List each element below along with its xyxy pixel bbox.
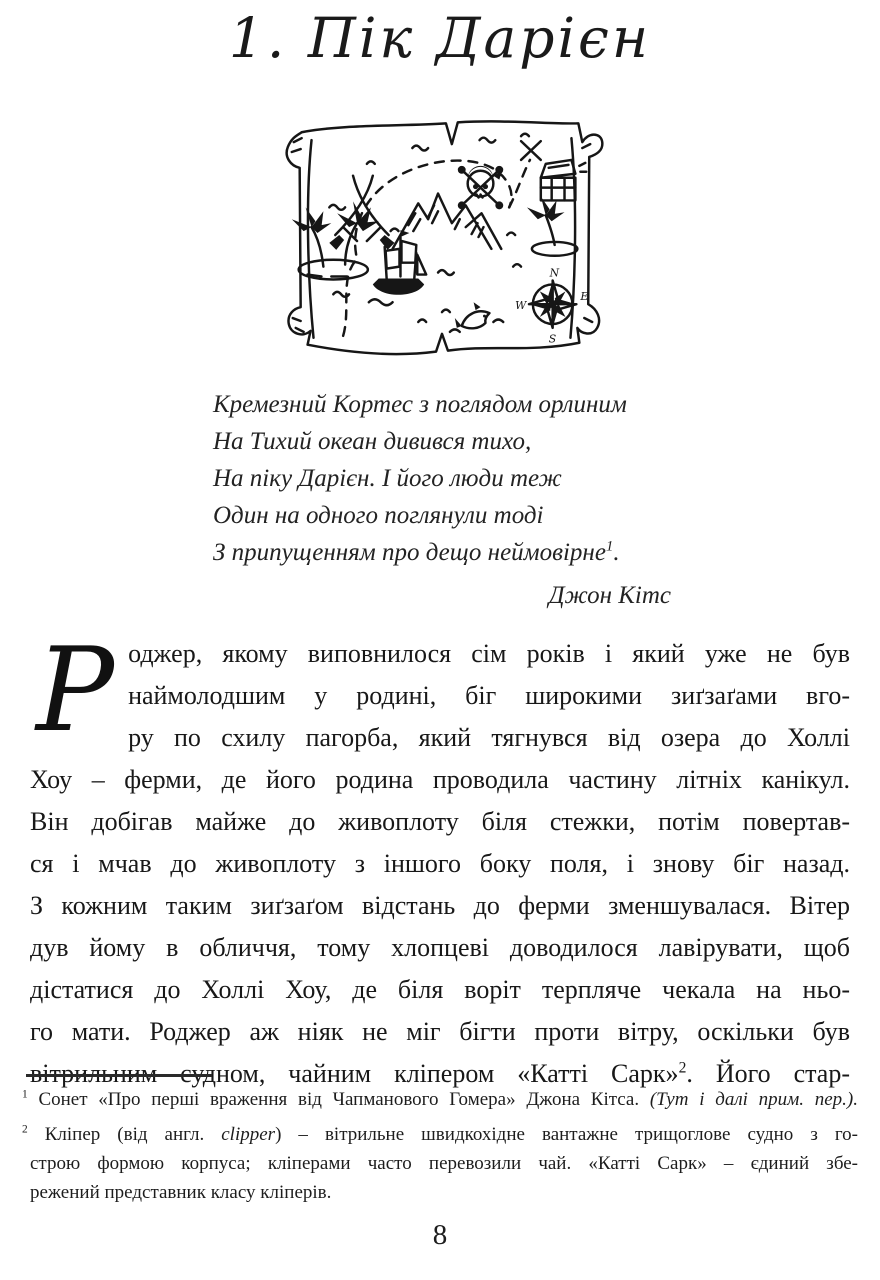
- text-line: ся і мчав до живоплоту з іншого боку поля, і знову біг назад.: [30, 849, 850, 878]
- text-line: наймолодшим у родині, біг широкими зиґзаґами вго-: [128, 681, 850, 710]
- chapter-title: 1. Пік Дарієн: [228, 6, 652, 70]
- text-line: оджер, якому виповнилося сім років і який уже не був: [128, 639, 850, 668]
- dolphin-icon: [450, 302, 503, 332]
- text-line: дув йому в обличчя, тому хлопцеві доводилося лавірувати, щоб: [30, 933, 850, 962]
- footnote-2: [22, 1120, 858, 1207]
- text-line: вітрильним судном, чайним кліпером «Катті Сарк»$^2$. Його стар-: [30, 1059, 850, 1088]
- text-line: На піку Дарієн. І його люди теж: [213, 465, 562, 492]
- drop-cap: Р: [36, 623, 115, 758]
- text-line: Один на одного поглянули тоді: [213, 502, 544, 529]
- text-line: З кожним таким зиґзаґом відстань до ферми зменшувалася. Вітер: [30, 891, 850, 920]
- compass-w-label: W: [515, 299, 527, 313]
- text-line: Хоу – ферми, де його родина проводила частину літніх канікул.: [30, 765, 850, 794]
- footnotes-section: [22, 1074, 858, 1213]
- treasure-map-figure: [0, 108, 880, 366]
- compass-s-label: S: [548, 332, 557, 346]
- text-line: ру по схилу пагорба, який тягнувся від озера до Холлі: [128, 723, 850, 752]
- compass-n-label: N: [549, 266, 560, 280]
- text-line: $^1$ Сонет «Про перші враження від Чапманового Гомера» Джона Кітса. (Тут і далі прим. пер.).: [22, 1088, 858, 1110]
- x-mark-icon: [521, 141, 541, 160]
- mountains-icon: [393, 194, 502, 249]
- text-line: го мати. Роджер аж ніяк не міг бігти проти вітру, оскільки був: [30, 1017, 850, 1046]
- text-line: З припущенням про дещо неймовірне$^1$.: [213, 538, 620, 566]
- footnote-1: [22, 1085, 858, 1114]
- treasure-map-illustration: [272, 108, 608, 366]
- text-line: дістатися до Холлі Хоу, де біля воріт терпляче чекала на ньо-: [30, 975, 850, 1004]
- wave-marks: [329, 134, 529, 322]
- dashed-route: [509, 160, 530, 207]
- footnote-separator: [26, 1074, 212, 1077]
- text-line: На Тихий океан дивився тихо,: [213, 428, 532, 455]
- text-line: Він добігав майже до живоплоту біля стежки, потім повертав-: [30, 807, 850, 836]
- page-number: 8: [432, 1219, 448, 1251]
- epigraph-poem: [213, 386, 671, 614]
- text-line: режений представник класу кліперів.: [30, 1182, 332, 1203]
- text-line: $^2$ Кліпер (від англ. clipper) – вітрильне швидкохідне вантажне трищоглове судно з го-: [22, 1123, 858, 1145]
- text-line: строю формою корпуса; кліперами часто перевозили чай. «Катті Сарк» – єдиний збе-: [30, 1153, 858, 1174]
- skull-crossbones-icon: [458, 166, 503, 209]
- compass-e-label: E: [580, 290, 589, 304]
- poem-attribution: Джон Кітс: [548, 582, 671, 609]
- text-line: Кремезний Кортес з поглядом орлиним: [213, 391, 627, 418]
- body-paragraph: [30, 623, 850, 1095]
- palm-island-right-icon: [527, 196, 577, 255]
- treasure-chest-icon: [541, 160, 586, 201]
- poem-lines: [213, 386, 671, 571]
